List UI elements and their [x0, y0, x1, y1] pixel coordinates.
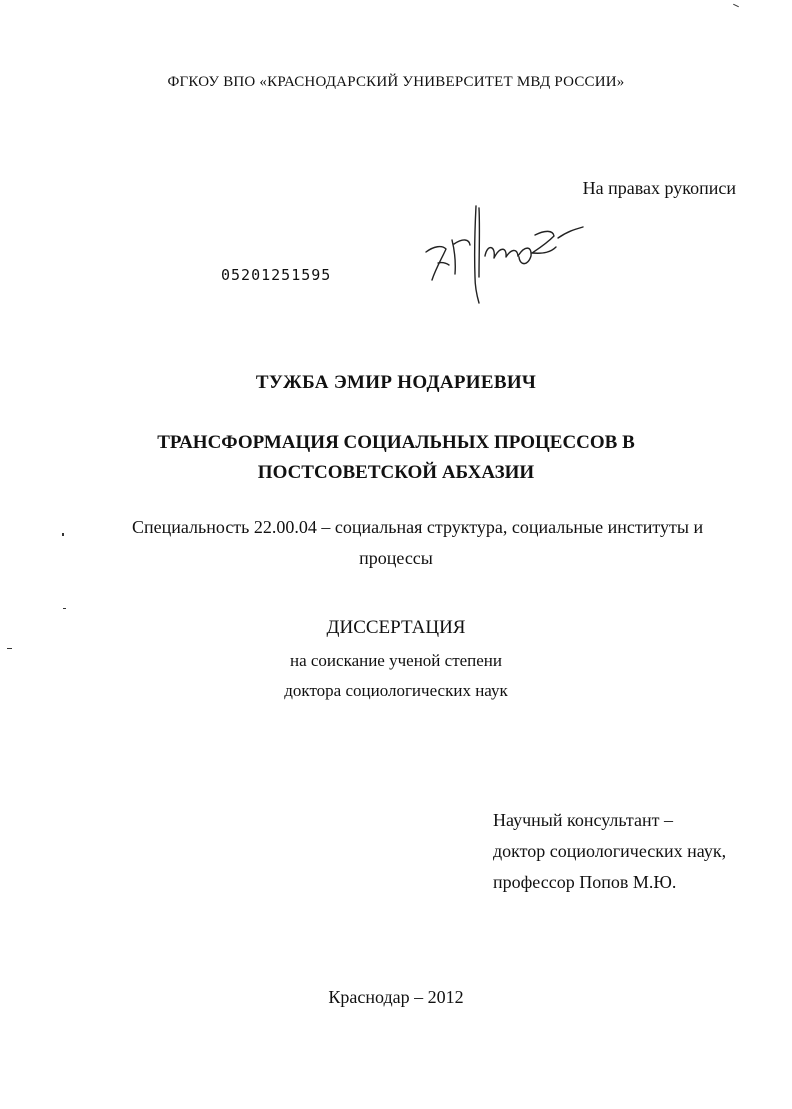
specialty-line-2: процессы [359, 548, 433, 568]
manuscript-note: На правах рукописи [582, 178, 736, 198]
city-year: Краснодар – 2012 [328, 987, 464, 1007]
degree-line-2: доктора социологических наук [284, 681, 508, 700]
specialty-line-1: Специальность 22.00.04 – социальная структура, социальные институты и [132, 517, 704, 537]
dissertation-title-line-2: ПОСТСОВЕТСКОЙ АБХАЗИИ [257, 462, 535, 483]
handwritten-signature [418, 200, 588, 310]
scan-mark [63, 608, 66, 609]
adviser-line-1: Научный консультант – [493, 810, 673, 830]
scan-mark [62, 533, 64, 536]
archive-code: 05201251595 [221, 266, 332, 284]
scan-mark [733, 4, 739, 7]
degree-line-1: на соискание ученой степени [289, 651, 503, 670]
dissertation-title-line-1: ТРАНСФОРМАЦИЯ СОЦИАЛЬНЫХ ПРОЦЕССОВ В [157, 432, 635, 453]
scan-mark [7, 648, 12, 649]
adviser-line-2: доктор социологических наук, [493, 841, 727, 861]
degree-type: ДИССЕРТАЦИЯ [326, 617, 466, 638]
adviser-line-3: профессор Попов М.Ю. [493, 872, 677, 892]
institution-header: ФГКОУ ВПО «КРАСНОДАРСКИЙ УНИВЕРСИТЕТ МВД РОССИИ» [167, 74, 625, 90]
author-name: ТУЖБА ЭМИР НОДАРИЕВИЧ [255, 372, 537, 393]
